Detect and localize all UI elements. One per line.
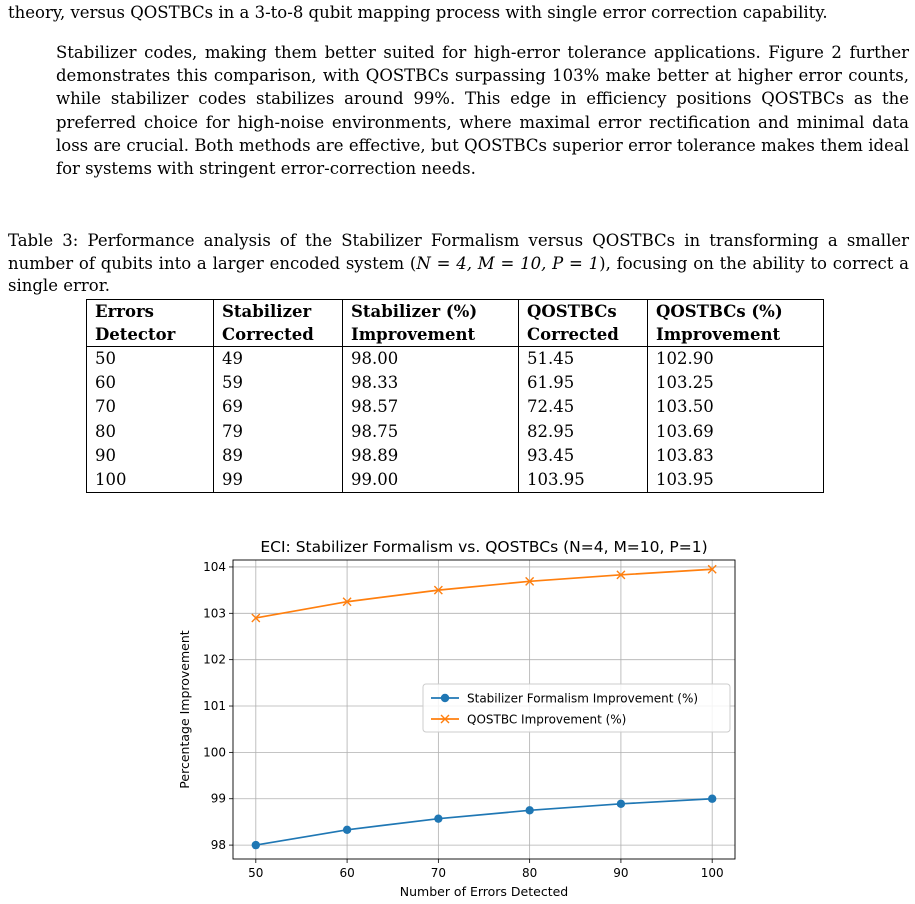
table-cell: 59	[214, 371, 343, 395]
table-cell: 72.45	[519, 395, 648, 419]
header-improvement: Improvement	[343, 323, 519, 347]
header-corrected-2: Corrected	[519, 323, 648, 347]
header-improvement-2: Improvement	[648, 323, 824, 347]
header-errors: Errors	[87, 300, 214, 324]
table-row	[87, 371, 824, 395]
table-cell: 98.00	[343, 347, 519, 372]
table-cell: 98.89	[343, 444, 519, 468]
y-tick-label: 104	[203, 559, 226, 574]
series-line	[256, 569, 712, 618]
header-stabilizer: Stabilizer	[214, 300, 343, 324]
y-axis-label: Percentage Improvement	[177, 630, 192, 789]
table-cell: 99	[214, 468, 343, 493]
header-qostbcs-pct: QOSTBCs (%)	[648, 300, 824, 324]
data-point	[434, 814, 442, 822]
table-cell: 103.69	[648, 420, 824, 444]
table-cell: 80	[87, 420, 214, 444]
body-paragraph: Stabilizer codes, making them better suited for high-error tolerance applications. Figure 2 further demonstrates this comparison, with QOSTBCs surpassing 103% make better at higher error counts, while stabilizer codes stabilizes around 99%. This edge in efficiency positions QOSTBCs as the preferred choice for high-noise environments, where maximal error rectification and minimal data loss are crucial. Both methods are effective, but QOSTBCs superior error tolerance makes them ideal for systems with stringent error-correction needs.	[56, 43, 909, 179]
table-cell: 99.00	[343, 468, 519, 493]
table-cell: 93.45	[519, 444, 648, 468]
legend	[423, 684, 730, 732]
table-cell: 50	[87, 347, 214, 372]
table-cell: 98.33	[343, 371, 519, 395]
line-chart	[170, 530, 745, 902]
y-tick-label: 101	[203, 699, 226, 714]
series-1	[252, 795, 717, 850]
y-tick-label: 98	[210, 838, 226, 853]
table-body	[87, 347, 824, 493]
caption-text-after: ), focusing on the ability to correct a single error.	[8, 253, 909, 295]
table-cell: 82.95	[519, 420, 648, 444]
table-cell: 51.45	[519, 347, 648, 372]
header-corrected: Corrected	[214, 323, 343, 347]
table-cell: 103.25	[648, 371, 824, 395]
x-tick-label: 70	[430, 866, 447, 880]
data-point	[708, 795, 716, 803]
table-cell: 79	[214, 420, 343, 444]
table-row	[87, 395, 824, 419]
chart-title: ECI: Stabilizer Formalism vs. QOSTBCs (N=4, M=10, P=1)	[260, 538, 708, 556]
table-cell: 90	[87, 444, 214, 468]
data-point	[525, 806, 533, 814]
table-caption	[8, 230, 909, 298]
data-point	[252, 841, 260, 849]
header-qostbcs: QOSTBCs	[519, 300, 648, 324]
y-tick-label: 103	[203, 606, 226, 621]
table-cell: 102.90	[648, 347, 824, 372]
header-stabilizer-pct: Stabilizer (%)	[343, 300, 519, 324]
header-detector: Detector	[87, 323, 214, 347]
caption-math: N = 4, M = 10, P = 1	[416, 253, 600, 273]
data-point	[343, 826, 351, 834]
x-tick-label: 60	[339, 866, 355, 880]
table-cell: 100	[87, 468, 214, 493]
series-line	[256, 799, 712, 845]
table-cell: 60	[87, 371, 214, 395]
x-axis-label: Number of Errors Detected	[399, 884, 569, 899]
table-row	[87, 347, 824, 372]
y-tick-label: 102	[203, 652, 226, 667]
table-cell: 103.83	[648, 444, 824, 468]
legend-label: Stabilizer Formalism Improvement (%)	[467, 691, 699, 706]
caption-text-before: Performance analysis of the Stabilizer Formalism versus QOSTBCs in transforming a smaller number of qubits into a larger encoded system (	[8, 231, 909, 273]
x-tick-label: 100	[700, 866, 724, 880]
y-tick-label: 100	[203, 745, 226, 760]
table-row	[87, 420, 824, 444]
x-tick-label: 80	[521, 866, 538, 880]
table-cell: 89	[214, 444, 343, 468]
data-point	[617, 800, 625, 808]
table-cell: 98.75	[343, 420, 519, 444]
table-cell: 103.50	[648, 395, 824, 419]
results-table	[86, 299, 824, 493]
table-cell: 98.57	[343, 395, 519, 419]
legend-marker	[441, 694, 449, 702]
caption-label: Table 3:	[8, 231, 79, 250]
x-tick-label: 50	[248, 866, 264, 880]
table-cell: 69	[214, 395, 343, 419]
table-cell: 49	[214, 347, 343, 372]
x-tick-label: 90	[613, 866, 629, 880]
table-cell: 103.95	[519, 468, 648, 493]
table-cell: 103.95	[648, 468, 824, 493]
top-text-line: theory, versus QOSTBCs in a 3-to-8 qubit mapping process with single error correction capability.	[8, 3, 828, 22]
table-row	[87, 468, 824, 493]
table-row	[87, 444, 824, 468]
table-cell: 61.95	[519, 371, 648, 395]
legend-label: QOSTBC Improvement (%)	[467, 712, 627, 727]
y-tick-label: 99	[210, 791, 226, 806]
table-cell: 70	[87, 395, 214, 419]
